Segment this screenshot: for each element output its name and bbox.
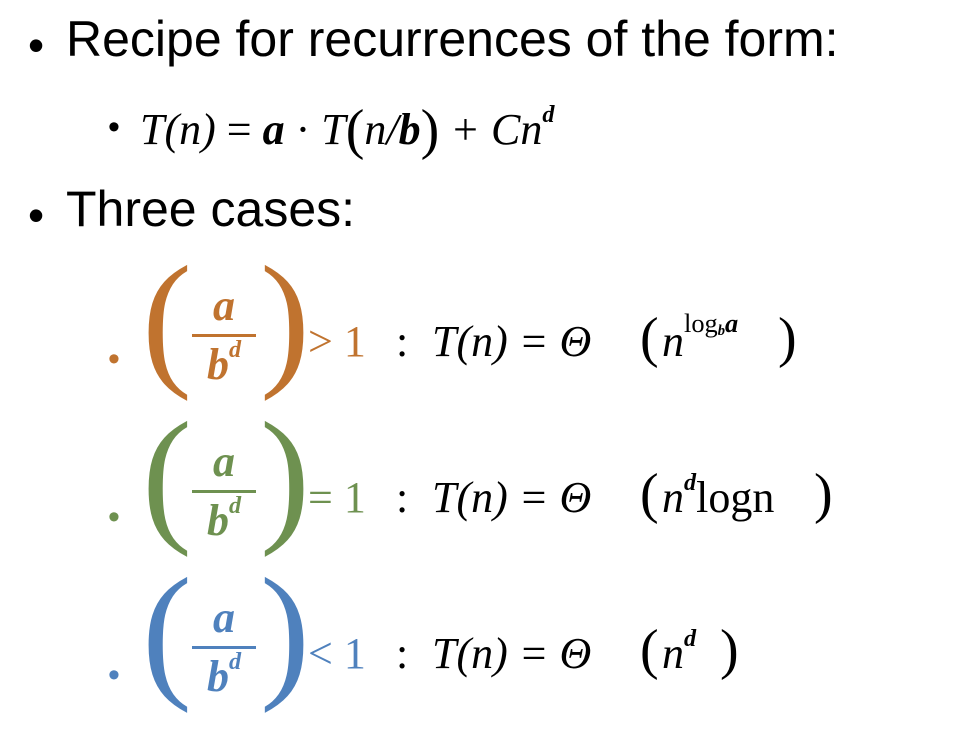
case-relation: < 1 <box>308 629 366 678</box>
right-paren: ) <box>260 548 310 714</box>
fraction-numerator: a <box>213 281 235 330</box>
formula-plus-cn: + Cn <box>450 105 543 154</box>
case-2 <box>142 392 942 568</box>
case-relation: = 1 <box>308 473 366 522</box>
right-paren: ) <box>260 236 310 402</box>
fraction-a-over-bd <box>192 438 256 545</box>
formula-eq: = <box>226 105 252 154</box>
fraction-bar <box>192 490 256 493</box>
formula-arg-b: b <box>398 105 421 154</box>
case-colon: : <box>396 629 409 678</box>
case-rparen: ) <box>778 307 797 369</box>
formula-rparen: ) <box>420 99 440 161</box>
case-bullet-icon: • <box>108 656 120 694</box>
case-rparen: ) <box>720 619 739 681</box>
case-colon: : <box>396 473 409 522</box>
fraction-numerator: a <box>213 593 235 642</box>
fraction-denominator: $b^d$ <box>206 492 242 545</box>
fraction-a-over-bd <box>192 282 256 389</box>
heading-three-cases: Three cases: <box>66 181 356 237</box>
formula-exp-d: d <box>542 101 555 129</box>
heading-recipe: Recipe for recurrences of the form: <box>66 11 839 67</box>
case-colon: : <box>396 317 409 366</box>
fraction-a-over-bd <box>192 594 256 701</box>
case-bullet-icon: • <box>108 498 120 536</box>
case-lparen: ( <box>640 463 659 525</box>
left-paren: ( <box>142 548 192 714</box>
case-lhs: T(n) = Θ <box>432 629 592 678</box>
fraction-denominator: $b^d$ <box>206 648 242 701</box>
right-paren: ) <box>260 392 310 558</box>
formula-a: a <box>262 105 285 154</box>
formula-T: T <box>321 105 346 154</box>
case-result: $n^d$ <box>662 625 697 678</box>
case-lparen: ( <box>640 307 659 369</box>
fraction-numerator: a <box>213 437 235 486</box>
case-result: $n^d\log n$ <box>662 469 775 522</box>
fraction-denominator: $b^d$ <box>206 336 242 389</box>
formula-dot: · <box>295 105 311 154</box>
case-3 <box>142 548 942 724</box>
bullet-icon: • <box>28 19 45 71</box>
case-relation: > 1 <box>308 317 366 366</box>
left-paren: ( <box>142 392 192 558</box>
case-bullet-icon: • <box>108 340 120 378</box>
fraction-bar <box>192 646 256 649</box>
case-lhs: T(n) = Θ <box>432 317 592 366</box>
fraction-bar <box>192 334 256 337</box>
case-lparen: ( <box>640 619 659 681</box>
left-paren: ( <box>142 236 192 402</box>
formula-lhs: T(n) <box>140 105 216 154</box>
formula-arg-n: n/ <box>364 105 399 154</box>
case-lhs: T(n) = Θ <box>432 473 592 522</box>
case-1 <box>142 236 942 412</box>
recurrence-formula <box>140 98 554 162</box>
formula-lparen: ( <box>345 99 365 161</box>
case-result: $n^{log_ba}$ <box>662 308 739 366</box>
bullet-icon: • <box>28 189 45 241</box>
case-rparen: ) <box>814 463 833 525</box>
bullet-icon: • <box>108 108 120 146</box>
